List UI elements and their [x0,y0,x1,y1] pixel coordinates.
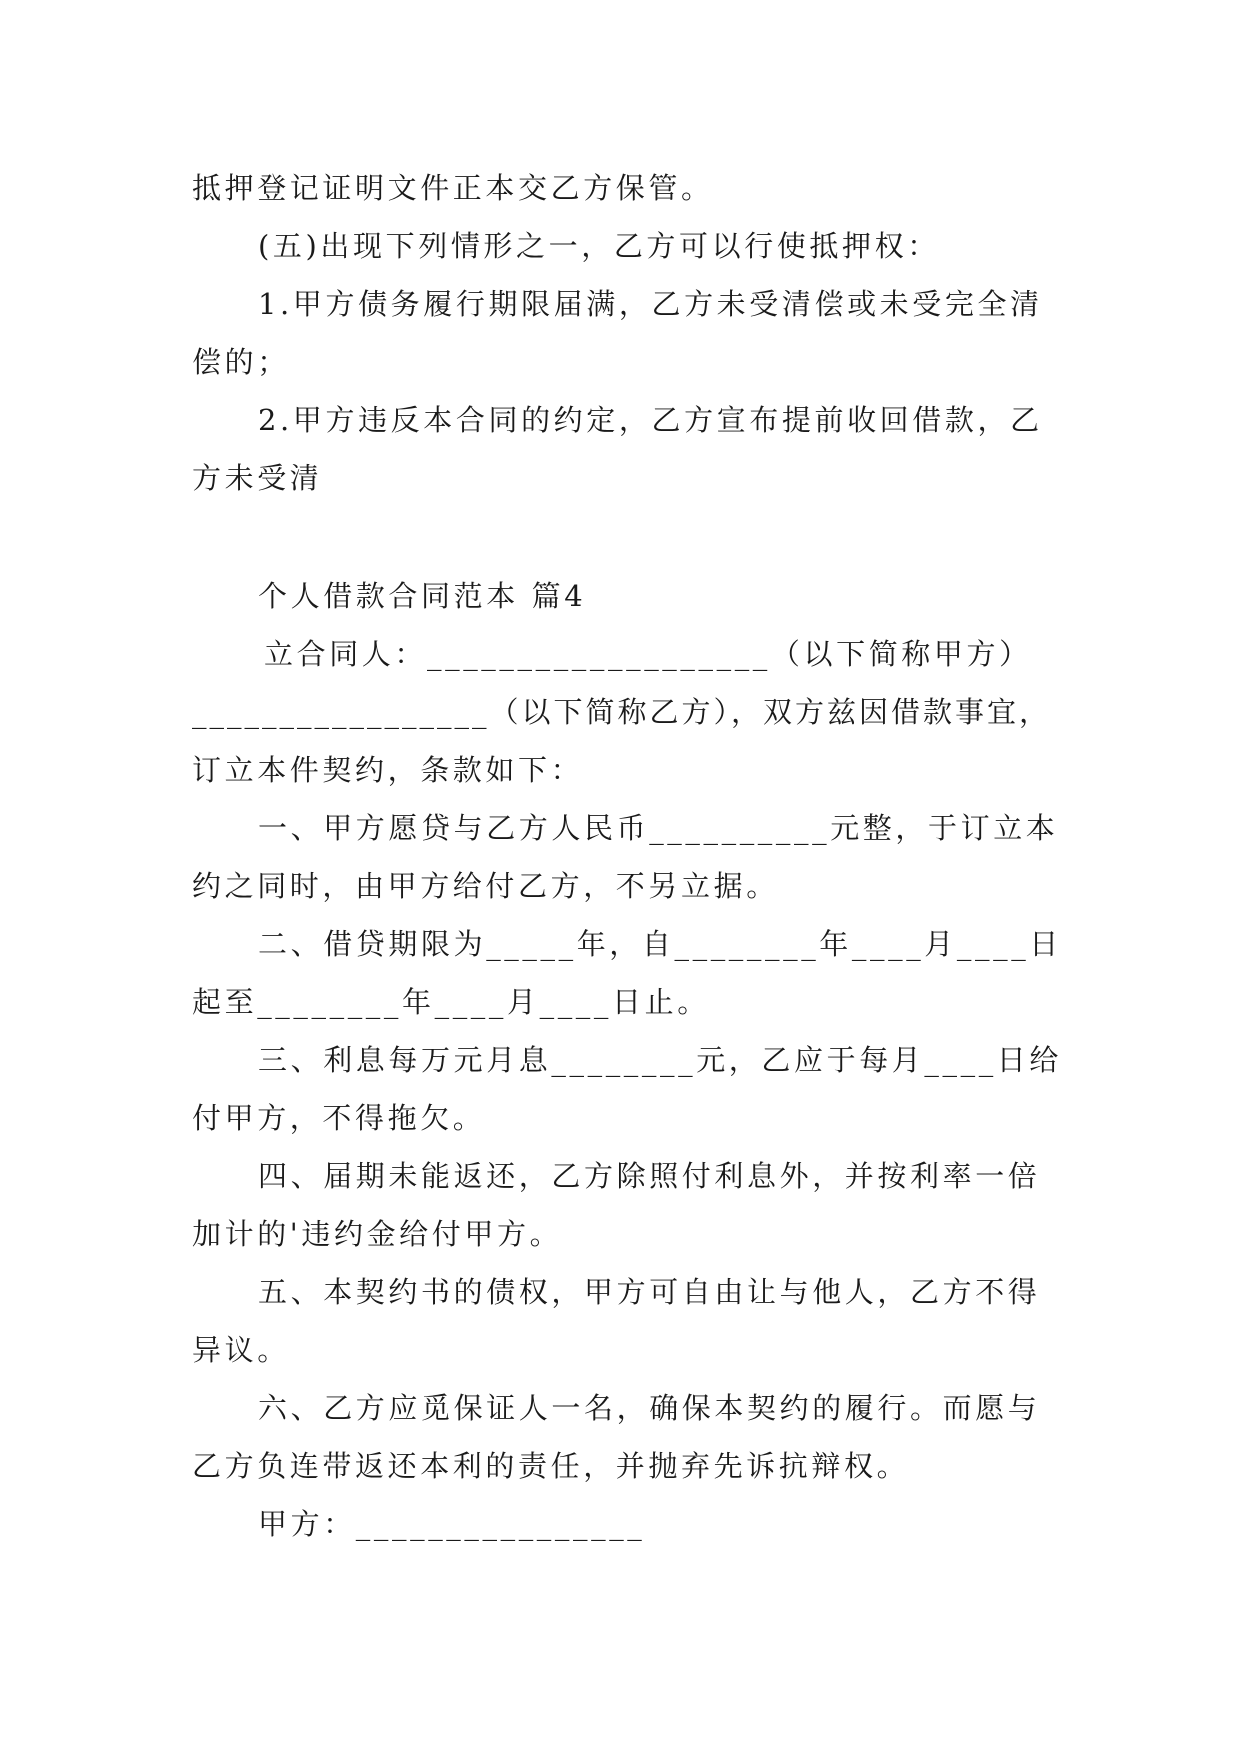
paragraph-line: 起至________年____月____日止。 [192,985,710,1019]
paragraph-line: 加计的'违约金给付甲方。 [192,1217,563,1251]
paragraph-line: 约之同时，由甲方给付乙方，不另立据。 [192,869,779,903]
paragraph-line: 2.甲方违反本合同的约定，乙方宣布提前收回借款，乙 [258,403,1043,437]
paragraph-line: 三、利息每万元月息________元，乙应于每月____日给 [258,1043,1063,1077]
paragraph-line: 订立本件契约，条款如下： [192,753,584,787]
paragraph-line: 五、本契约书的债权，甲方可自由让与他人，乙方不得 [258,1275,1041,1309]
paragraph-line: 一、甲方愿贷与乙方人民币__________元整，于订立本 [258,811,1059,845]
paragraph-line: 抵押登记证明文件正本交乙方保管。 [192,171,714,205]
paragraph-line: 方未受清 [192,461,323,495]
paragraph-line: 二、借贷期限为_____年，自________年____月____日 [258,927,1062,961]
section-title: 个人借款合同范本 篇4 [258,579,587,613]
paragraph-line: 异议。 [192,1333,290,1367]
paragraph-line: (五)出现下列情形之一，乙方可以行使抵押权： [258,229,940,263]
signature-line-party-a: 甲方：________________ [258,1507,646,1541]
paragraph-line: _________________（以下简称乙方），双方兹因借款事宜， [192,695,1052,729]
paragraph-line: 六、乙方应觅保证人一名，确保本契约的履行。而愿与 [258,1391,1041,1425]
paragraph-line: 立合同人：___________________（以下简称甲方） [264,637,1032,671]
paragraph-line: 偿的； [192,345,290,379]
paragraph-line: 付甲方，不得拖欠。 [192,1101,486,1135]
paragraph-line: 1.甲方债务履行期限届满，乙方未受清偿或未受完全清 [258,287,1043,321]
paragraph-line: 四、届期未能返还，乙方除照付利息外，并按利率一倍 [258,1159,1041,1193]
paragraph-line: 乙方负连带返还本利的责任，并抛弃先诉抗辩权。 [192,1449,910,1483]
